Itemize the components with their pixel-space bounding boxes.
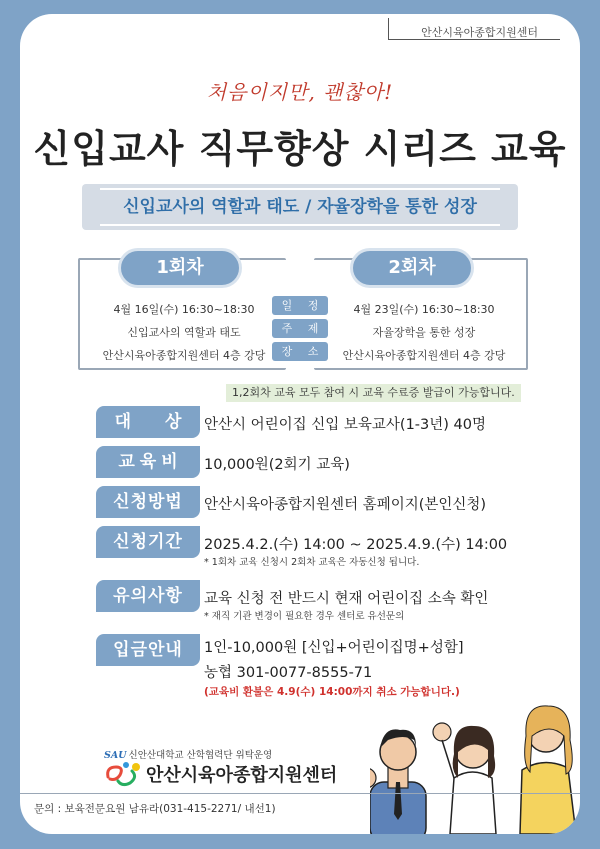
sponsor-small-text: 신안산대학교 산학협력단 위탁운영	[128, 750, 273, 761]
payment-account: 농협 301-0077-8555-71	[204, 665, 373, 681]
woman-figure	[433, 723, 496, 834]
period-note: * 1회차 교육 신청시 2회차 교육은 자동신청 됩니다.	[204, 557, 420, 568]
teachers-illustration	[370, 674, 580, 834]
session-1-label: 1회차	[118, 248, 242, 288]
footer-divider	[20, 793, 580, 794]
center-logo-icon	[104, 759, 144, 789]
payment-label: 입금안내	[96, 634, 200, 666]
period-value: 2025.4.2.(수) 14:00 ~ 2025.4.9.(수) 14:00	[204, 537, 508, 553]
session-1-place: 안산시육아종합지원센터 4층 강당	[102, 349, 266, 362]
refund-note: (교육비 환불은 4.9(수) 14:00까지 취소 가능합니다.)	[204, 686, 460, 698]
subtitle: 신입교사의 역할과 태도 / 자율장학을 통한 성장	[82, 184, 518, 230]
session-2-date: 4월 23일(수) 16:30~18:30	[353, 303, 495, 316]
organizer-top: 안산시육아종합지원센터	[421, 26, 538, 39]
session-2-topic: 자율장학을 통한 성장	[372, 326, 476, 339]
tag-date: 일 정	[272, 296, 328, 315]
method-label: 신청방법	[96, 486, 200, 518]
contact-info: 문의 : 보육전문요원 남유라(031-415-2271/ 내선1)	[34, 803, 276, 815]
poster-card	[20, 14, 580, 834]
period-label: 신청기간	[96, 526, 200, 558]
fee-label: 교육비	[96, 446, 200, 478]
target-label: 대 상	[96, 406, 200, 438]
caution-label: 유의사항	[96, 580, 200, 612]
man-figure	[370, 729, 426, 834]
center-name: 안산시육아종합지원센터	[146, 765, 338, 786]
method-value: 안산시육아종합지원센터 홈페이지(본인신청)	[204, 497, 487, 513]
payment-line1: 1인-10,000원 [신입+어린이집명+성함]	[204, 640, 464, 656]
tag-topic: 주 제	[272, 319, 328, 338]
session-1-date: 4월 16일(수) 16:30~18:30	[113, 303, 255, 316]
page-title: 신입교사 직무향상 시리즈 교육	[33, 127, 567, 171]
woman-right-figure	[520, 706, 576, 834]
fee-value: 10,000원(2회기 교육)	[204, 457, 350, 473]
session-2-label: 2회차	[350, 248, 474, 288]
session-2-place: 안산시육아종합지원센터 4층 강당	[342, 349, 506, 362]
target-value: 안산시 어린이집 신입 보육교사(1-3년) 40명	[204, 417, 486, 433]
sau-logo-text: SAU	[104, 750, 127, 761]
certificate-notice: 1,2회차 교육 모두 참여 시 교육 수료증 발급이 가능합니다.	[226, 384, 521, 402]
caution-value: 교육 신청 전 반드시 현재 어린이집 소속 확인	[204, 591, 489, 607]
caution-note: * 재직 기관 변경이 필요한 경우 센터로 유선문의	[204, 611, 405, 622]
slogan: 처음이지만, 괜찮아!	[206, 80, 394, 104]
tag-place: 장 소	[272, 342, 328, 361]
session-1-topic: 신입교사의 역할과 태도	[127, 326, 241, 339]
